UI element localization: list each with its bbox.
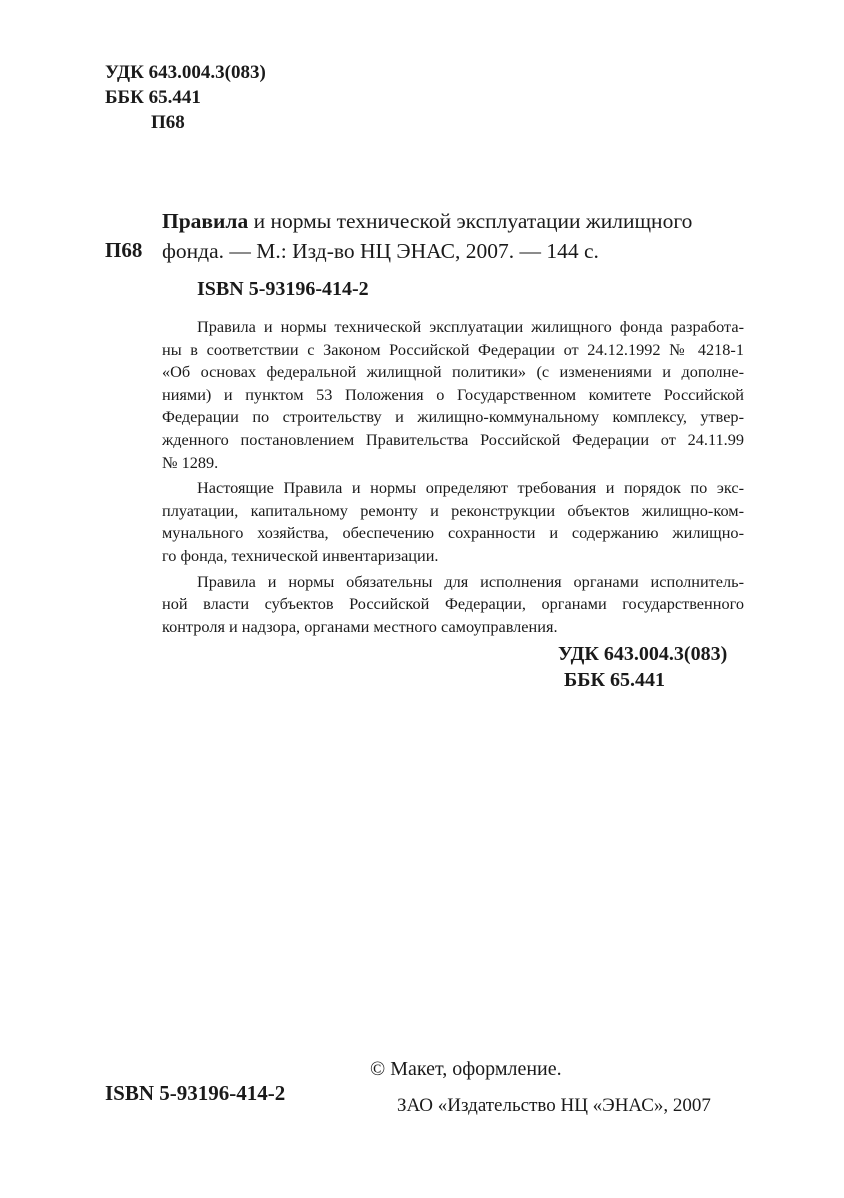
title-line-1-rest: и нормы технической эксплуатации жилищного <box>248 209 693 233</box>
abstract-line: мунального хозяйства, обеспечению сохранности и содержанию жилищно- <box>162 523 744 543</box>
abstract-line: жденного постановлением Правительства Российской Федерации от 24.11.99 <box>162 429 744 449</box>
abstract-line: Настоящие Правила и нормы определяют требования и порядок по экс- <box>197 478 744 498</box>
publisher-notice: ЗАО «Издательство НЦ «ЭНАС», 2007 <box>397 1095 711 1116</box>
abstract-paragraph-1 <box>162 316 744 474</box>
copyright-notice: © Макет, оформление. <box>370 1058 562 1080</box>
abstract-paragraph-2 <box>162 477 744 567</box>
classification-top <box>105 60 266 135</box>
abstract-line: Правила и нормы обязательны для исполнения органами исполнитель- <box>197 571 744 591</box>
bibliographic-title <box>162 206 752 266</box>
abstract-paragraph-3 <box>162 571 744 639</box>
udk-code-bottom: УДК 643.004.3(083) <box>558 643 728 665</box>
author-mark: П68 <box>105 238 143 262</box>
bbk-code-bottom: ББК 65.441 <box>564 669 665 691</box>
bbk-code: ББК 65.441 <box>105 87 201 108</box>
abstract <box>162 316 744 641</box>
classification-bottom <box>558 641 727 693</box>
title-bold-word: Правила <box>162 209 249 233</box>
abstract-line: плуатации, капитальному ремонту и реконструкции объектов жилищно-ком- <box>162 500 744 520</box>
abstract-line: контроля и надзора, органами местного самоуправления. <box>162 616 558 636</box>
isbn-top: ISBN 5-93196-414-2 <box>197 278 369 300</box>
title-line-1 <box>162 206 752 236</box>
abstract-line: «Об основах федеральной жилищной политики» (с изменениями и дополне- <box>162 362 744 382</box>
abstract-line: № 1289. <box>162 452 219 472</box>
abstract-line: Федерации по строительству и жилищно-коммунальному комплексу, утвер- <box>162 407 744 427</box>
abstract-line: ны в соответствии с Законом Российской Федерации от 24.12.1992 № 4218-1 <box>162 339 744 359</box>
author-mark-top: П68 <box>151 112 185 133</box>
abstract-line: го фонда, технической инвентаризации. <box>162 545 439 565</box>
isbn-bottom: ISBN 5-93196-414-2 <box>105 1081 286 1105</box>
abstract-line: ниями) и пунктом 53 Положения о Государственном комитете Российской <box>162 384 744 404</box>
abstract-line: ной власти субъектов Российской Федерации, органами государственного <box>162 594 744 614</box>
abstract-line: Правила и нормы технической эксплуатации жилищного фонда разработа- <box>197 317 744 336</box>
title-line-2: фонда. — М.: Изд-во НЦ ЭНАС, 2007. — 144 с. <box>162 239 599 263</box>
udk-code: УДК 643.004.3(083) <box>105 62 266 83</box>
